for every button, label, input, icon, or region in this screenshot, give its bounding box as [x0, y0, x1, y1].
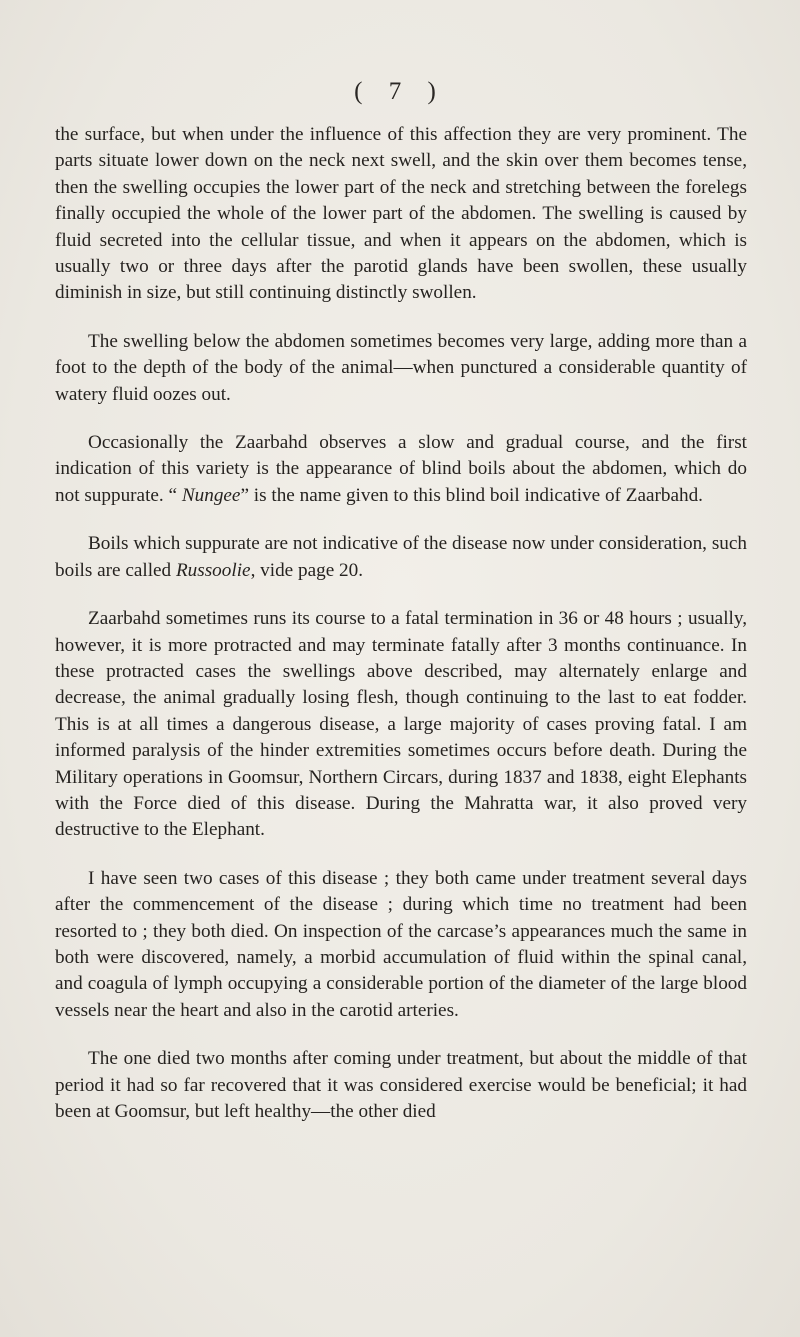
- paragraph-text: Occasionally the Zaarbahd observes a slow and gradual course, and the first indication of this variety is the appearance of blind boils about the abdomen, which do not suppurate. “: [55, 432, 747, 506]
- paragraph-text: the surface, but when under the influence of this affection they are very prominent. The parts situate lower down on the neck next swell, and the skin over them becomes tense, then the swelling occupies the lower part of the neck and stretching between the forelegs finally occupied the whole of the lower part of the abdomen. The swelling is caused by fluid secreted into the cellular tissue, and when it appears on the abdomen, which is usually two or three days after the parotid glands have been swollen, these usually diminish in size, but still continuing distinctly swollen.: [55, 124, 747, 304]
- page-number: ( 7 ): [354, 78, 446, 105]
- paragraph-text: , vide page 20.: [250, 559, 363, 581]
- paragraph-nungee: [55, 430, 747, 509]
- paragraph-swelling-abdomen: [55, 329, 747, 408]
- paragraph-two-cases: [55, 866, 747, 1024]
- body-text: [55, 122, 747, 1143]
- paragraph-russoolie: [55, 531, 747, 584]
- paragraph-text: ” is the name given to this blind boil indicative of Zaarbahd.: [240, 484, 703, 506]
- paragraph-text: The swelling below the abdomen sometimes becomes very large, adding more than a foot to the depth of the body of the animal—when punctured a considerable quantity of watery fluid oozes out.: [55, 330, 747, 405]
- paragraph-text: Zaarbahd sometimes runs its course to a fatal termination in 36 or 48 hours ; usually, however, it is more protracted and may terminate fatally after 3 months continuance. In these protracted cases the swellings above described, may alternately enlarge and decrease, the animal gradually losing flesh, though continuing to the last to eat fodder. This is at all times a dangerous disease, a large majority of cases proving fatal. I am informed paralysis of the hinder extremities sometimes occurs before death. During the Military operations in Goomsur, Northern Circars, during 1837 and 1838, eight Elephants with the Force died of this disease. During the Mahratta war, it also proved very destructive to the Elephant.: [55, 608, 747, 841]
- term-russoolie: Russoolie: [175, 559, 251, 581]
- paragraph-text: The one died two months after coming under treatment, but about the middle of that period it had so far recovered that it was considered exercise would be beneficial; it had been at Goomsur, but left healthy—the other died: [55, 1048, 747, 1122]
- paragraph-one-died: [55, 1046, 747, 1125]
- paragraph-course: [55, 606, 747, 844]
- paragraph-continuation: [55, 122, 747, 307]
- paragraph-text: Boils which suppurate are not indicative of the disease now under consideration, such boils are called: [55, 533, 747, 581]
- paragraph-text: I have seen two cases of this disease ; they both came under treatment several days after the commencement of the disease ; during which time no treatment had been resorted to ; they both died. On inspection of the carcase’s appearances much the same in both were discovered, namely, a morbid accumulation of fluid within the spinal canal, and coagula of lymph occupying a considerable portion of the diameter of the large blood vessels near the heart and also in the carotid arteries.: [55, 867, 747, 1021]
- term-nungee: Nungee: [181, 484, 241, 506]
